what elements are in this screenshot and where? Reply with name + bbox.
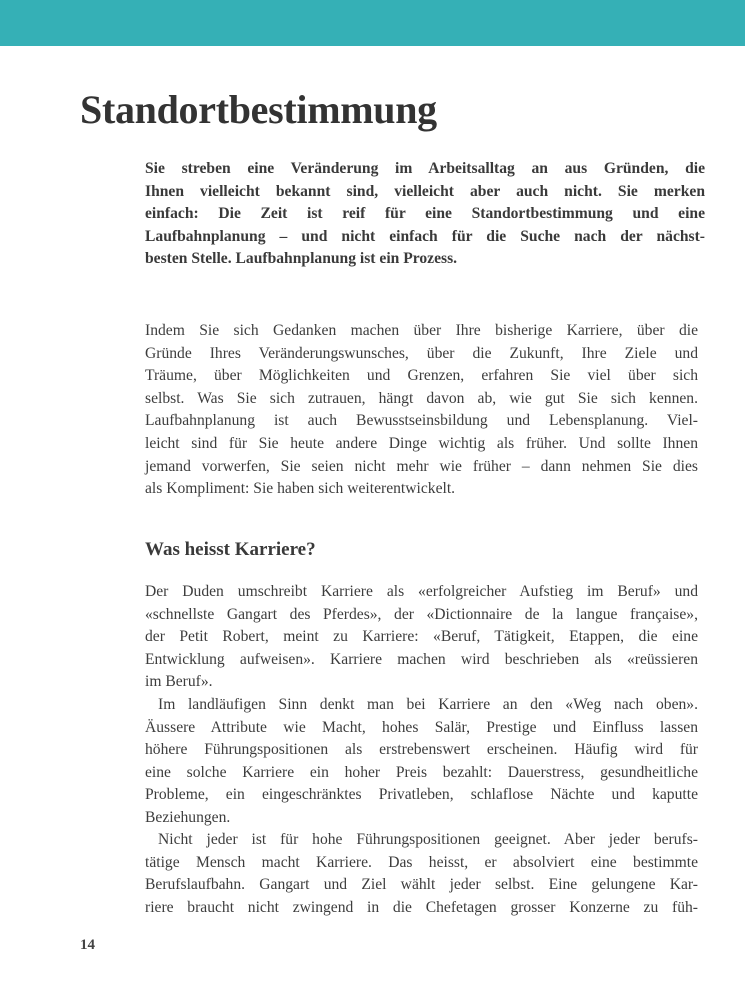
text-line: Entwicklung aufweisen». Karriere machen wird beschrieben als «reüssieren: [145, 650, 698, 668]
text-line: selbst. Was Sie sich zutrauen, hängt davon ab, wie gut Sie sich kennen.: [145, 389, 698, 407]
text-line: Nicht jeder ist für hohe Führungspositionen geeignet. Aber jeder berufs-: [158, 831, 698, 848]
page-number: 14: [80, 937, 95, 953]
text-line: Berufslaufbahn. Gangart und Ziel wählt jeder selbst. Eine gelungene Kar-: [145, 876, 698, 894]
text-line: als Kompliment: Sie haben sich weiterentwickelt.: [145, 480, 456, 498]
lead-paragraph: [145, 158, 705, 271]
chapter-color-band: [0, 0, 745, 46]
body-paragraph-1: [145, 581, 698, 694]
text-line: höhere Führungspositionen als erstrebenswert erscheinen. Häufig wird für: [145, 741, 698, 759]
text-line: tätige Mensch macht Karriere. Das heisst, er absolviert eine bestimmte: [145, 853, 698, 871]
text-line: der Petit Robert, meint zu Karriere: «Beruf, Tätigkeit, Etappen, die eine: [145, 628, 698, 646]
lead-line: Sie streben eine Veränderung im Arbeitsalltag an aus Gründen, die: [145, 160, 705, 177]
text-line: Äussere Attribute wie Macht, hohes Salär, Prestige und Einfluss lassen: [145, 718, 698, 736]
text-line: leicht sind für Sie heute andere Dinge wichtig als früher. Und sollte Ihnen: [145, 434, 698, 452]
lead-line: einfach: Die Zeit ist reif für eine Standortbestimmung und eine: [145, 205, 705, 223]
body-paragraph-2: [145, 694, 698, 830]
text-line: Probleme, ein eingeschränktes Privatleben, schlaflose Nächte und kaputte: [145, 786, 698, 804]
text-line: Träume, über Möglichkeiten und Grenzen, erfahren Sie viel über sich: [145, 367, 698, 385]
text-line: riere braucht nicht zwingend in die Chefetagen grosser Konzerne zu füh-: [145, 898, 698, 916]
text-line: Im landläufigen Sinn denkt man bei Karriere an den «Weg nach oben».: [158, 696, 698, 713]
text-line: eine solche Karriere ein hoher Preis bezahlt: Dauerstress, gesundheitliche: [145, 763, 698, 781]
text-line: im Beruf».: [145, 673, 213, 691]
intro-paragraph: [145, 320, 698, 501]
text-line: Indem Sie sich Gedanken machen über Ihre bisherige Karriere, über die: [145, 322, 698, 339]
body-paragraph-3: [145, 829, 698, 919]
lead-line: Ihnen vielleicht bekannt sind, vielleicht aber auch nicht. Sie merken: [145, 182, 705, 200]
section-heading: Was heisst Karriere?: [145, 539, 316, 560]
text-line: Beziehungen.: [145, 808, 231, 826]
text-line: Laufbahnplanung ist auch Bewusstseinsbildung und Lebensplanung. Viel-: [145, 412, 698, 430]
text-line: Der Duden umschreibt Karriere als «erfolgreicher Aufstieg im Beruf» und: [145, 583, 698, 600]
lead-line: besten Stelle. Laufbahnplanung ist ein Prozess.: [145, 250, 458, 268]
chapter-title: Standortbestimmung: [80, 87, 437, 132]
text-line: jemand vorwerfen, Sie seien nicht mehr wie früher – dann nehmen Sie dies: [145, 457, 698, 475]
text-line: Gründe Ihres Veränderungswunsches, über die Zukunft, Ihre Ziele und: [145, 344, 698, 362]
text-line: «schnellste Gangart des Pferdes», der «Dictionnaire de la langue française»,: [145, 605, 698, 623]
lead-line: Laufbahnplanung – und nicht einfach für die Suche nach der nächst-: [145, 227, 705, 245]
